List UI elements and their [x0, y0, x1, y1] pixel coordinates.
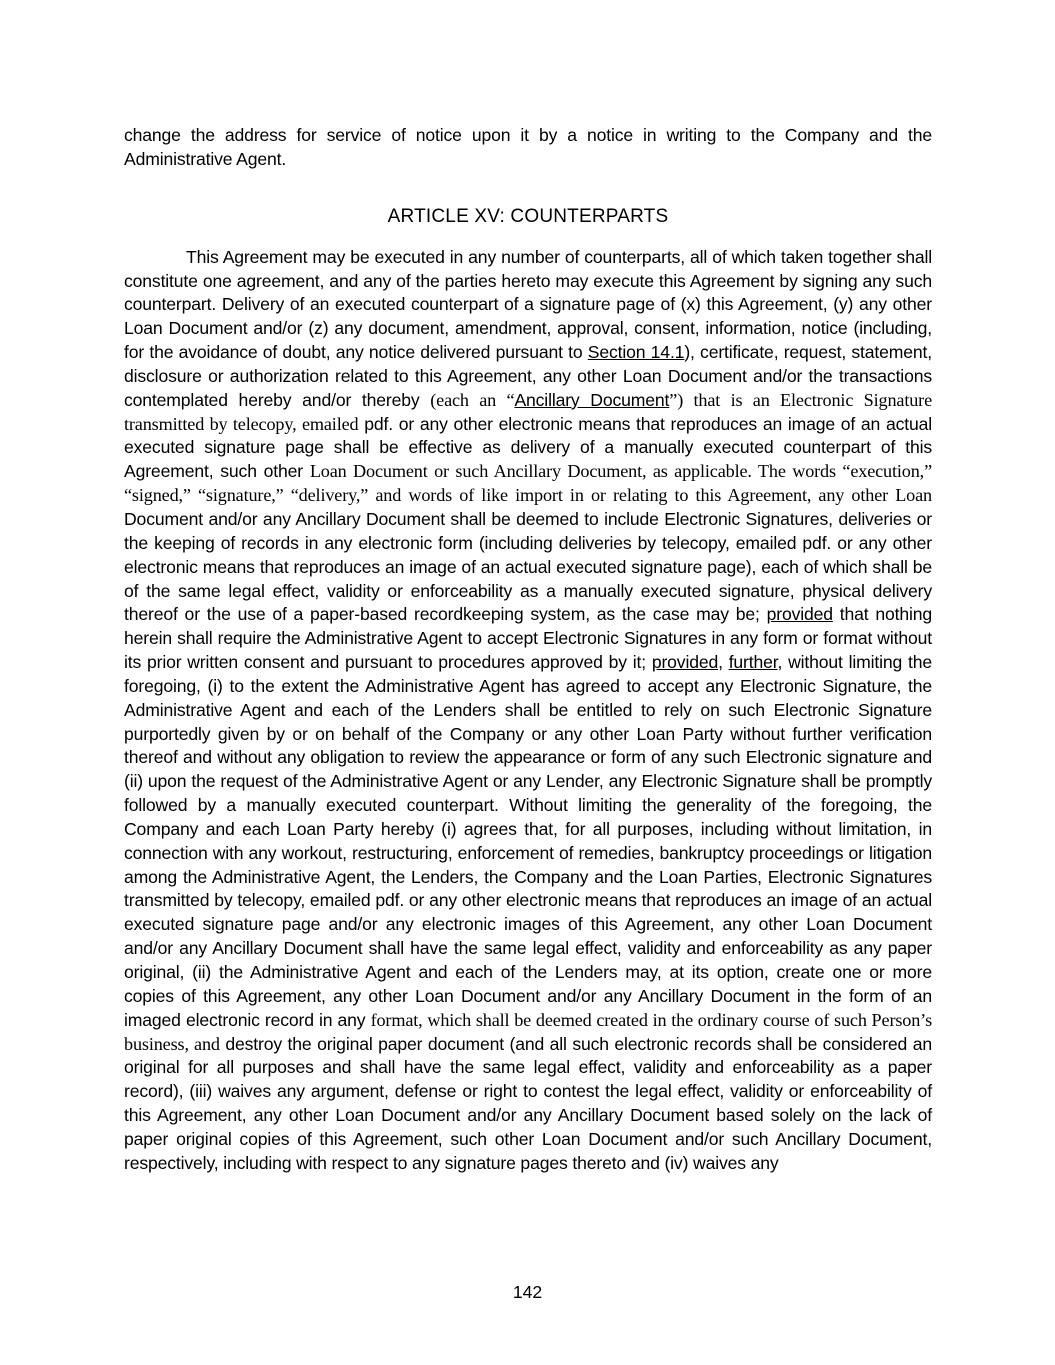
text-run: (each an “ [430, 389, 515, 410]
intro-paragraph: change the address for service of notice upon it by a notice in writing to the Company and the Administrative Agent. [124, 125, 932, 169]
section-reference: Section 14.1 [587, 342, 685, 363]
document-page [124, 124, 932, 1176]
defined-term-ancillary-document: Ancillary Document [514, 389, 670, 410]
page-number: 142 [512, 1282, 543, 1302]
text-run: format, which shall be deemed created in the ordinary course of such Person’s business, and [124, 1009, 932, 1054]
text-run: ), certificate, request, statement, disclosure or authorization related to this Agreement, any other Loan Document and/or the transactions contemplated hereby and/or thereby [124, 342, 932, 410]
text-run: ”) that is an Electronic Signature transmitted by telecopy, emailed [124, 389, 932, 434]
text-run: , without limiting the foregoing, (i) to the extent the Administrative Agent has agreed to accept any Electronic Signature, the Administrative Agent and each of the Lenders shall be entitled to rely on such Electronic Signature purportedly given by or on behalf of the Company or any other Loan Party without further verification thereof and without any obligation to review the appearance or form of any such Electronic signature and (ii) upon the request of the Administrative Agent or any Lender, any Electronic Signature shall be promptly followed by a manually executed counterpart. Without limiting the generality of the foregoing, the Company and each Loan Party hereby (i) agrees that, for all purposes, including without limitation, in connection with any workout, restructuring, enforcement of remedies, bankruptcy proceedings or litigation among the Administrative Agent, the Lenders, the Company and the Loan Parties, Electronic Signatures transmitted by telecopy, emailed pdf. or any other electronic means that reproduces an image of an actual executed signature page and/or any electronic images of this Agreement, any other Loan Document and/or any Ancillary Document shall have the same legal effect, validity and enforceability as any paper original, (ii) the Administrative Agent and each of the Lenders may, at its option, create one or more copies of this Agreement, any other Loan Document and/or any Ancillary Document in the form of an imaged electronic record in any [124, 652, 932, 1030]
article-heading: ARTICLE XV: COUNTERPARTS [387, 205, 669, 227]
text-run: This Agreement may be executed in any number of counterparts, all of which taken together shall constitute one agreement, and any of the parties hereto may execute this Agreement by signing any such counterpart. Delivery of an executed counterpart of a signature page of (x) this Agreement, (y) any other Loan Document and/or (z) any document, amendment, approval, consent, information, notice (including, for the avoidance of doubt, any notice delivered pursuant to [124, 246, 932, 363]
text-run: Loan Document or such Ancillary Document, as applicable. The words “execution,” “signed,” “signature,” “delivery,” and words of like import in or relating to this Agreement, any other Loan [124, 461, 932, 506]
text-run: Document and/or any Ancillary Document shall be deemed to include Electronic Signatures, deliveries or the keeping of records in any electronic form (including deliveries by telecopy, emailed pdf. or any other electronic means that reproduces an image of an actual executed signature page), each of which shall be of the same legal effect, validity or enforceability as a manually executed signature, physical delivery thereof or the use of a paper-based recordkeeping system, as the case may be; [124, 508, 932, 625]
counterparts-paragraph [124, 246, 932, 1176]
further-term: further [728, 652, 778, 673]
provided-term: provided [651, 652, 719, 673]
provided-term: provided [766, 604, 833, 625]
text-run: , [718, 652, 729, 673]
text-run: pdf. or any other electronic means that reproduces an image of an actual executed signature page shall be effective as delivery of a manually executed counterpart of this Agreement, such other [124, 413, 933, 482]
text-run: destroy the original paper document (and all such electronic records shall be considered an original for all purposes and shall have the same legal effect, validity and enforceability as a paper record), (iii) waives any argument, defense or right to contest the legal effect, validity or enforceability of this Agreement, any other Loan Document and/or any Ancillary Document based solely on the lack of paper original copies of this Agreement, such other Loan Document and/or such Ancillary Document, respectively, including with respect to any signature pages thereto and (iv) waives any [124, 1033, 932, 1173]
text-run: that nothing herein shall require the Administrative Agent to accept Electronic Signatures in any form or format without its prior written consent and pursuant to procedures approved by it; [124, 604, 932, 673]
